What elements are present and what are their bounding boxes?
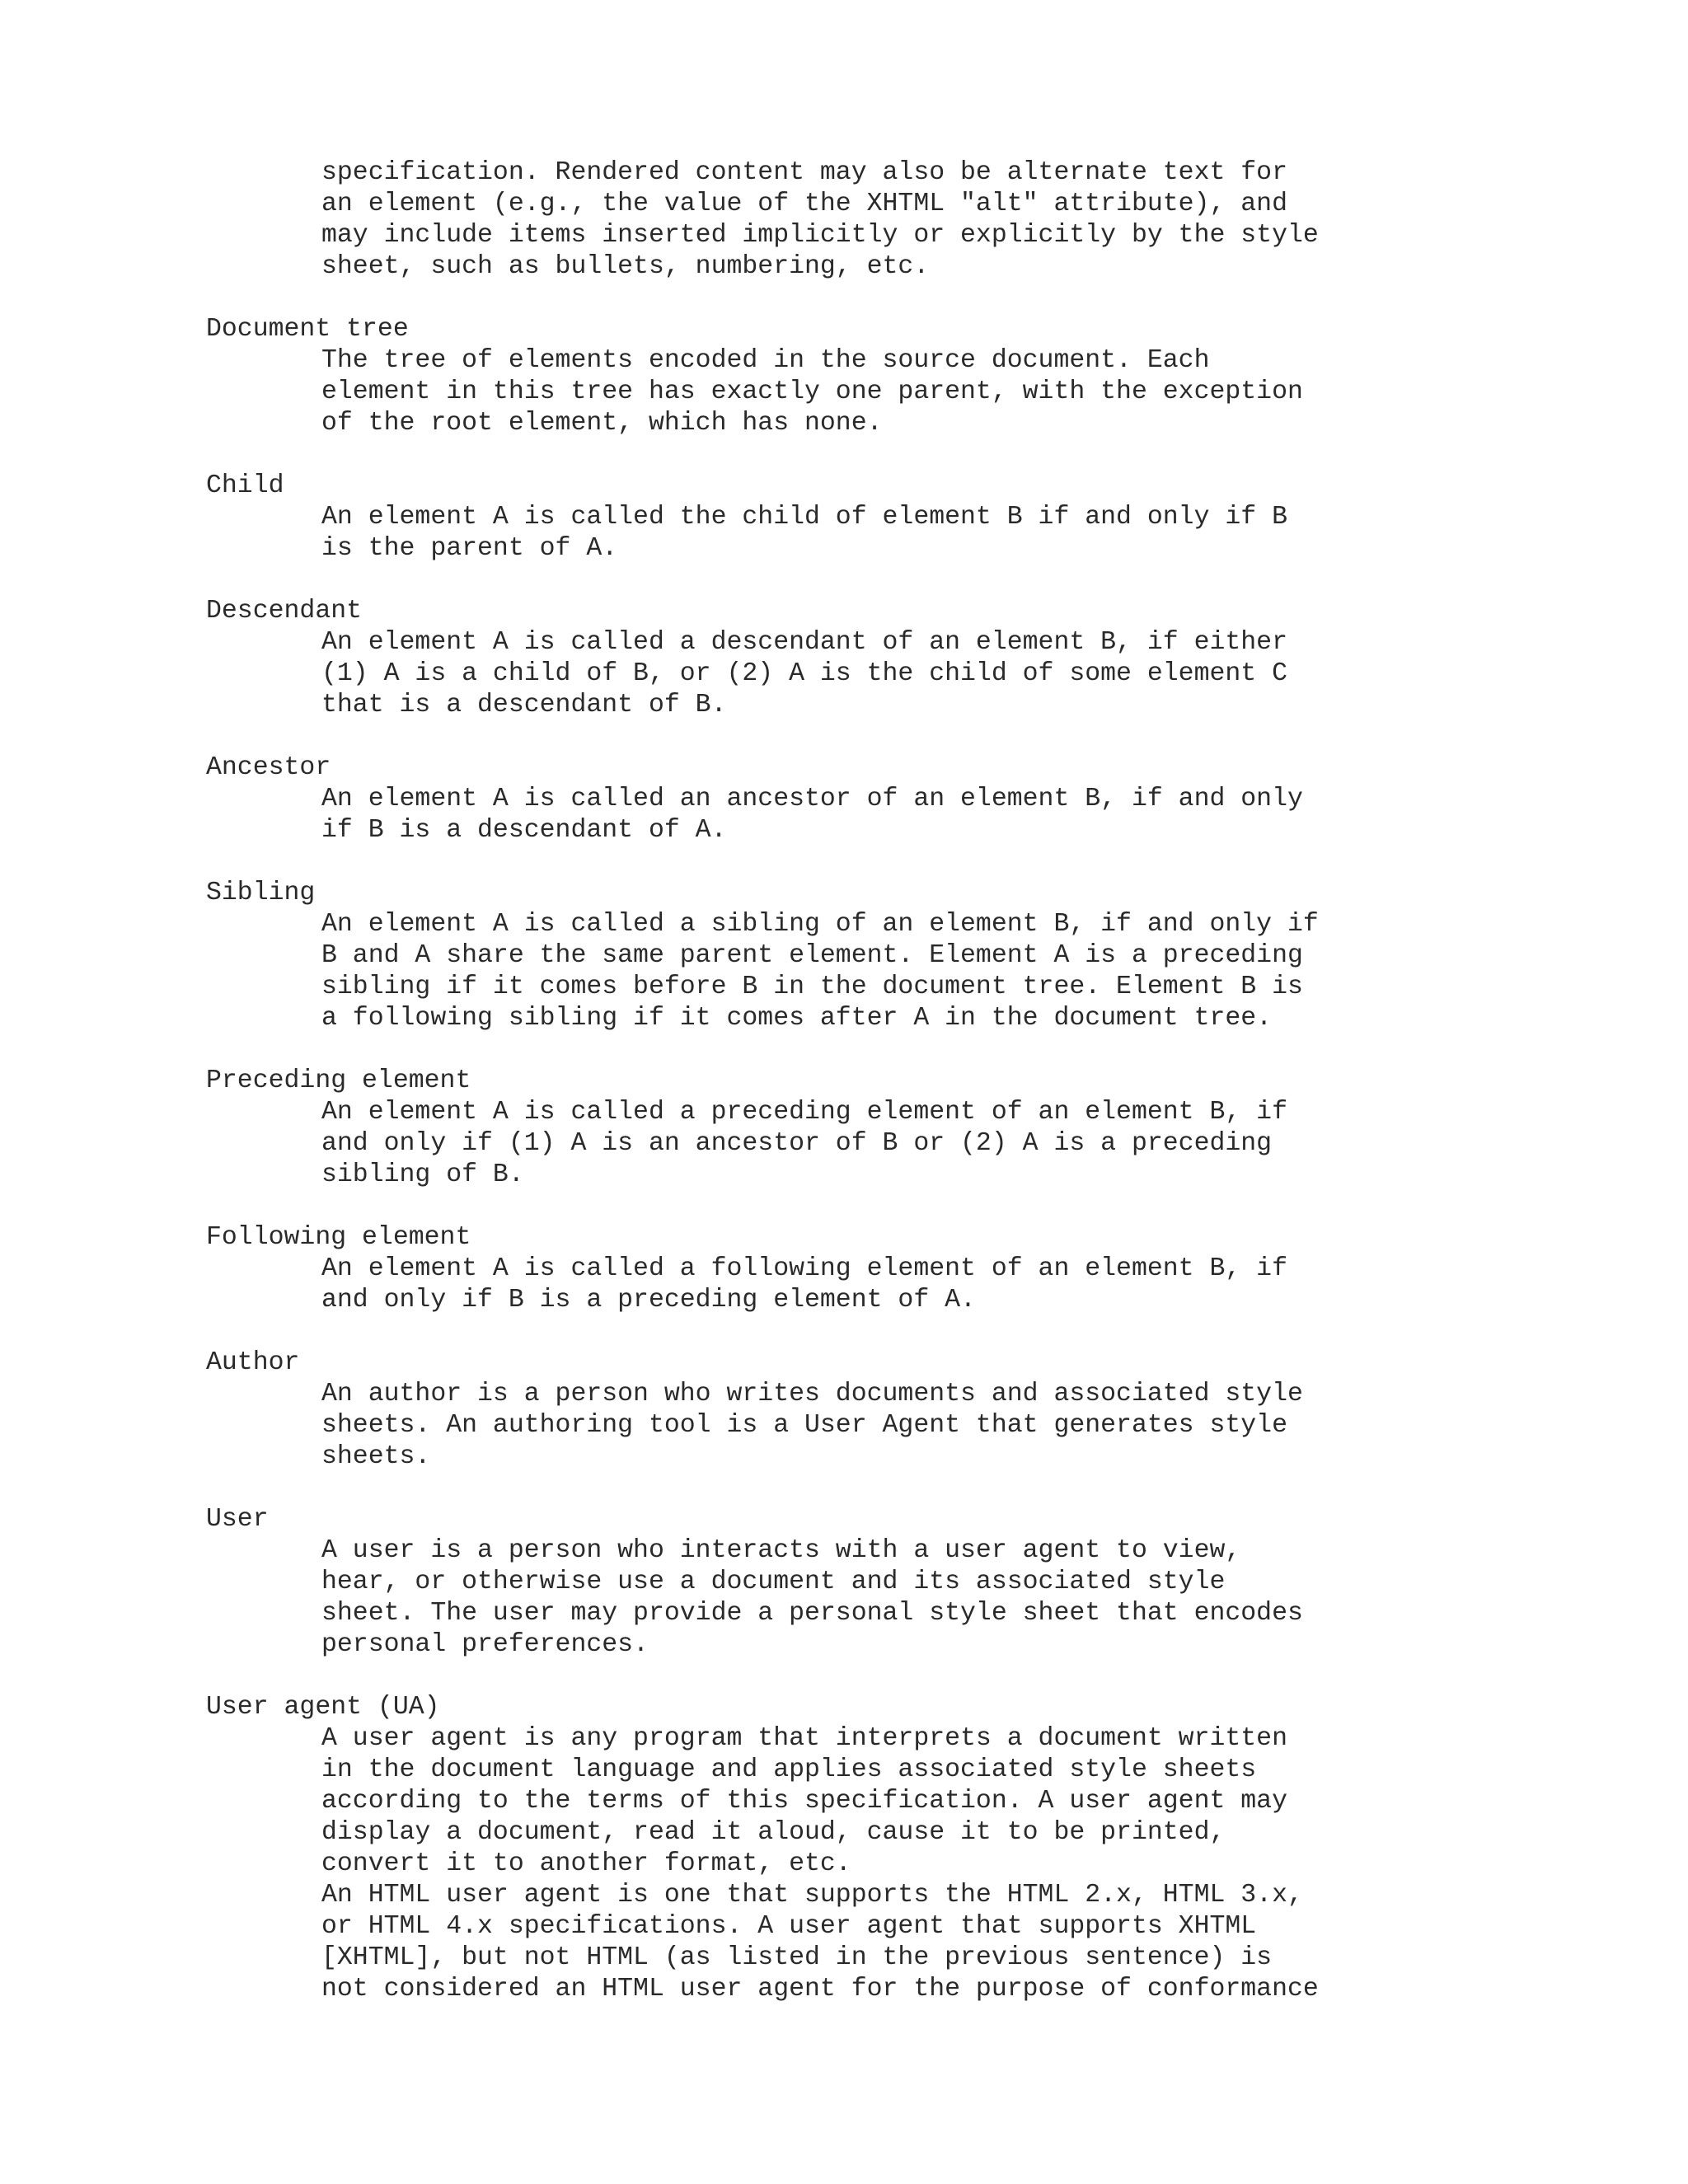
definition-description xyxy=(321,1723,1657,2005)
text-line: An element A is called the child of element B if and only if B xyxy=(321,503,1287,532)
definition-term: Child xyxy=(206,471,284,500)
definition-sibling xyxy=(206,878,1657,1034)
definition-term: Sibling xyxy=(206,879,316,907)
text-line: sheets. xyxy=(321,1442,431,1471)
text-line: that is a descendant of B. xyxy=(321,691,727,719)
text-line: [XHTML], but not HTML (as listed in the previous sentence) is xyxy=(321,1943,1273,1972)
definition-term: User xyxy=(206,1505,269,1534)
definition-user-agent xyxy=(206,1692,1657,2005)
definition-term: Ancestor xyxy=(206,753,331,782)
text-line: sheets. An authoring tool is a User Agent that generates style xyxy=(321,1411,1287,1440)
definition-descendant xyxy=(206,596,1657,721)
text-line: and only if (1) A is an ancestor of B or (2) A is a preceding xyxy=(321,1129,1273,1158)
text-line: convert it to another format, etc. xyxy=(321,1849,851,1878)
definition-term: Preceding element xyxy=(206,1066,471,1095)
text-line: element in this tree has exactly one parent, with the exception xyxy=(321,377,1303,406)
text-line: B and A share the same parent element. Element A is a preceding xyxy=(321,941,1303,970)
text-line: sheet, such as bullets, numbering, etc. xyxy=(321,252,930,281)
text-line: a following sibling if it comes after A in the document tree. xyxy=(321,1004,1273,1033)
text-line: A user is a person who interacts with a user agent to view, xyxy=(321,1536,1241,1565)
definition-term: Document tree xyxy=(206,315,409,344)
text-line: An element A is called a preceding element of an element B, if xyxy=(321,1098,1287,1127)
text-line: sheet. The user may provide a personal style sheet that encodes xyxy=(321,1599,1303,1628)
definition-ancestor xyxy=(206,752,1657,846)
text-line: in the document language and applies associated style sheets xyxy=(321,1755,1257,1784)
definition-description xyxy=(321,1535,1657,1661)
text-line: An element A is called a sibling of an element B, if and only if xyxy=(321,910,1319,939)
text-line: sibling of B. xyxy=(321,1160,524,1189)
definition-description xyxy=(321,1379,1657,1473)
continued-definition xyxy=(321,157,1657,283)
text-line: according to the terms of this specification. A user agent may xyxy=(321,1787,1287,1816)
definition-description xyxy=(321,1254,1657,1316)
text-line: An element A is called a descendant of an element B, if either xyxy=(321,628,1287,657)
text-line: specification. Rendered content may also be alternate text for xyxy=(321,158,1287,187)
text-line: A user agent is any program that interprets a document written xyxy=(321,1724,1287,1753)
text-line: An element A is called a following element of an element B, if xyxy=(321,1254,1287,1283)
definition-term: User agent (UA) xyxy=(206,1693,440,1722)
definition-user xyxy=(206,1504,1657,1661)
text-line: hear, or otherwise use a document and its associated style xyxy=(321,1568,1226,1596)
text-line: and only if B is a preceding element of A. xyxy=(321,1286,976,1315)
text-line: An HTML user agent is one that supports the HTML 2.x, HTML 3.x, xyxy=(321,1881,1303,1910)
text-line: An author is a person who writes documents and associated style xyxy=(321,1380,1303,1408)
text-line: may include items inserted implicitly or explicitly by the style xyxy=(321,221,1319,250)
definition-term: Following element xyxy=(206,1223,471,1252)
text-line: The tree of elements encoded in the source document. Each xyxy=(321,346,1210,375)
definition-description xyxy=(321,909,1657,1034)
definition-following-element xyxy=(206,1222,1657,1316)
definition-term: Author xyxy=(206,1348,300,1377)
definition-preceding-element xyxy=(206,1066,1657,1191)
text-line: (1) A is a child of B, or (2) A is the child of some element C xyxy=(321,659,1287,688)
text-line: of the root element, which has none. xyxy=(321,409,883,438)
text-line: not considered an HTML user agent for the purpose of conformance xyxy=(321,1975,1319,2004)
text-line: or HTML 4.x specifications. A user agent that supports XHTML xyxy=(321,1912,1257,1941)
text-line: if B is a descendant of A. xyxy=(321,816,727,845)
text-line: personal preferences. xyxy=(321,1630,649,1659)
definition-description xyxy=(321,345,1657,439)
text-line: an element (e.g., the value of the XHTML "alt" attribute), and xyxy=(321,190,1287,218)
text-line: is the parent of A. xyxy=(321,534,618,563)
definition-description xyxy=(321,1097,1657,1191)
definition-description xyxy=(321,784,1657,846)
definition-term: Descendant xyxy=(206,597,363,626)
definition-author xyxy=(206,1347,1657,1473)
text-line: display a document, read it aloud, cause it to be printed, xyxy=(321,1818,1226,1847)
text-line: An element A is called an ancestor of an element B, if and only xyxy=(321,785,1303,813)
definition-document-tree xyxy=(206,314,1657,439)
definition-description xyxy=(321,627,1657,721)
definition-child xyxy=(206,471,1657,565)
text-line: sibling if it comes before B in the document tree. Element B is xyxy=(321,972,1303,1001)
definition-description xyxy=(321,502,1657,565)
page-content xyxy=(206,157,1657,2005)
